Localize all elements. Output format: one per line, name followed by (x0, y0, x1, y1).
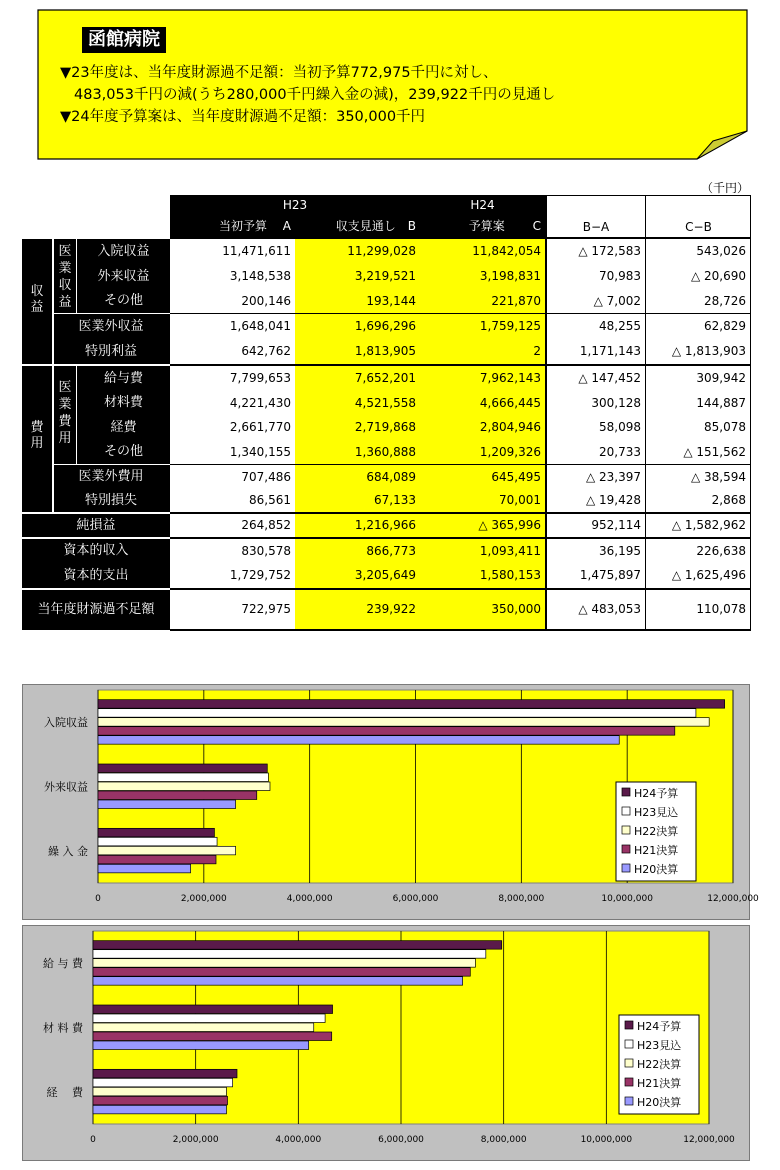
x-tick-label: 0 (95, 894, 101, 904)
header-h23: H23 (170, 195, 420, 215)
bar (98, 837, 217, 846)
legend-label: H24予算 (637, 1020, 682, 1033)
cell-c: 2 (420, 339, 545, 364)
x-tick-label: 6,000,000 (378, 1135, 424, 1145)
cell-b: 2,719,868 (295, 415, 420, 440)
group-expense-label: 費 用 (22, 365, 52, 511)
note-line-3: ▼24年度予算案は、当年度財源過不足額：350,000千円 (60, 109, 426, 125)
legend-swatch (622, 826, 630, 834)
bar (93, 1005, 333, 1014)
bar (98, 791, 257, 800)
cell-c: 7,962,143 (420, 366, 545, 391)
x-tick-label: 0 (90, 1135, 96, 1145)
legend-label: H22決算 (637, 1058, 682, 1071)
cell-ba: 48,255 (547, 314, 645, 339)
cell-cb: 85,078 (646, 415, 750, 440)
bar (93, 1023, 314, 1032)
cell-c: 11,842,054 (420, 239, 545, 264)
cell-a: 830,578 (170, 539, 295, 563)
bar (98, 764, 267, 773)
x-tick-label: 8,000,000 (498, 894, 545, 904)
cell-a: 722,975 (170, 590, 295, 629)
row-label: 資本的収入 (22, 539, 170, 563)
category-label: 入院収益 (44, 716, 88, 730)
header-h24: H24 (420, 195, 545, 215)
unit-label: （千円） (701, 181, 750, 195)
bar (93, 1069, 237, 1078)
cell-c: 4,666,445 (420, 391, 545, 415)
x-tick-label: 10,000,000 (601, 894, 653, 904)
cell-ba: 36,195 (547, 539, 645, 563)
bar (93, 1078, 233, 1087)
cell-c: 70,001 (420, 489, 545, 512)
cell-c: 1,093,411 (420, 539, 545, 563)
header-col-a: 当初予算 A (170, 215, 295, 237)
bar (98, 828, 214, 837)
x-tick-label: 10,000,000 (580, 1135, 633, 1145)
expense-chart-svg (23, 926, 751, 1162)
row-label: 資本的支出 (22, 563, 170, 588)
row-label: 入院収益 (77, 239, 170, 264)
cell-c: 1,759,125 (420, 314, 545, 339)
cell-cb: 226,638 (646, 539, 750, 563)
cell-ba: 300,128 (547, 391, 645, 415)
cell-c: 350,000 (420, 590, 545, 629)
bar (93, 1032, 332, 1041)
cell-ba: △ 172,583 (547, 239, 645, 264)
category-label: 外来収益 (44, 780, 88, 794)
cell-c: △ 365,996 (420, 514, 545, 537)
bar (93, 1105, 226, 1114)
cell-b: 1,696,296 (295, 314, 420, 339)
cell-b: 239,922 (295, 590, 420, 629)
x-tick-label: 12,000,000 (707, 894, 759, 904)
cell-b: 1,216,966 (295, 514, 420, 537)
category-label: 経 費 (46, 1085, 83, 1099)
legend-swatch (622, 845, 630, 853)
cell-cb: 2,868 (646, 489, 750, 512)
bar (98, 736, 619, 745)
bar (98, 864, 191, 873)
legend-label: H23見込 (637, 1039, 682, 1052)
header-col-ba: B−A (582, 220, 610, 234)
x-tick-label: 2,000,000 (180, 894, 227, 904)
cell-cb: △ 151,562 (646, 440, 750, 464)
row-label: 特別利益 (52, 339, 170, 364)
cell-ba: △ 19,428 (547, 489, 645, 512)
cell-b: 4,521,558 (295, 391, 420, 415)
note-line-1: ▼23年度は、当年度財源過不足額：当初予算772,975千円に対し、 (60, 65, 498, 81)
row-label: 当年度財源過不足額 (22, 590, 170, 629)
cell-cb: 144,887 (646, 391, 750, 415)
cell-a: 200,146 (170, 289, 295, 313)
bar (93, 1087, 226, 1096)
cell-b: 11,299,028 (295, 239, 420, 264)
cell-b: 1,813,905 (295, 339, 420, 364)
cell-cb: △ 1,813,903 (646, 339, 750, 364)
category-label: 材 料 費 (43, 1021, 83, 1035)
header-col-cb: C−B (685, 220, 712, 234)
bar (98, 800, 236, 809)
bar (93, 968, 470, 977)
x-tick-label: 2,000,000 (172, 1135, 219, 1145)
cell-a: 642,762 (170, 339, 295, 364)
note-line-2: 483,053千円の減(うち280,000千円繰入金の減)，239,922千円の見通し (74, 87, 556, 103)
cell-cb: △ 1,625,496 (646, 563, 750, 588)
bar (98, 855, 216, 864)
legend-label: H20決算 (634, 863, 679, 876)
x-tick-label: 6,000,000 (392, 894, 439, 904)
cell-a: 3,148,538 (170, 264, 295, 289)
row-label: 医業外収益 (52, 314, 170, 339)
bar (98, 700, 725, 709)
bar (98, 727, 675, 736)
x-tick-label: 4,000,000 (286, 894, 333, 904)
revenue-bar-chart (22, 684, 759, 920)
legend-label: H21決算 (634, 844, 679, 857)
cell-b: 866,773 (295, 539, 420, 563)
cell-b: 3,205,649 (295, 563, 420, 588)
legend-label: H20決算 (637, 1096, 682, 1109)
cell-cb: 28,726 (646, 289, 750, 313)
cell-c: 3,198,831 (420, 264, 545, 289)
bar (98, 709, 696, 718)
cell-ba: △ 483,053 (547, 590, 645, 629)
bar (93, 1041, 309, 1050)
cell-a: 86,561 (170, 489, 295, 512)
row-label: 材料費 (77, 391, 170, 415)
legend-swatch (622, 864, 630, 872)
cell-ba: 58,098 (547, 415, 645, 440)
expense-bar-chart (22, 925, 750, 1161)
cell-b: 684,089 (295, 465, 420, 489)
bar (98, 773, 268, 782)
cell-a: 707,486 (170, 465, 295, 489)
row-label: その他 (77, 440, 170, 464)
legend-label: H21決算 (637, 1077, 682, 1090)
row-label: 特別損失 (52, 489, 170, 512)
row-label: 外来収益 (77, 264, 170, 289)
cell-c: 1,580,153 (420, 563, 545, 588)
bar (93, 941, 502, 950)
bar (98, 718, 709, 727)
sub-medical-expense-label: 医 業 費 用 (54, 365, 76, 464)
cell-c: 645,495 (420, 465, 545, 489)
bar (93, 1014, 325, 1023)
note-title: 函館病院 (82, 27, 166, 53)
category-label: 給 与 費 (43, 957, 83, 971)
row-label: 医業外費用 (52, 465, 170, 489)
bar (98, 782, 270, 791)
group-revenue-label: 収 益 (22, 239, 52, 365)
legend-swatch (625, 1097, 633, 1105)
cell-cb: 62,829 (646, 314, 750, 339)
cell-c: 1,209,326 (420, 440, 545, 464)
legend-label: H23見込 (634, 806, 679, 819)
cell-b: 7,652,201 (295, 366, 420, 391)
legend-swatch (622, 788, 630, 796)
legend-swatch (625, 1021, 633, 1029)
cell-ba: △ 147,452 (547, 366, 645, 391)
cell-ba: 70,983 (547, 264, 645, 289)
x-tick-label: 12,000,000 (683, 1135, 735, 1145)
row-label: その他 (77, 289, 170, 313)
cell-cb: 543,026 (646, 239, 750, 264)
bar (93, 959, 475, 968)
cell-a: 1,340,155 (170, 440, 295, 464)
cell-ba: 1,171,143 (547, 339, 645, 364)
x-tick-label: 4,000,000 (275, 1135, 322, 1145)
cell-b: 3,219,521 (295, 264, 420, 289)
legend-swatch (625, 1059, 633, 1067)
legend-label: H24予算 (634, 787, 679, 800)
cell-a: 2,661,770 (170, 415, 295, 440)
row-label: 純損益 (22, 514, 170, 537)
cell-cb: 110,078 (646, 590, 750, 629)
bar (93, 977, 463, 986)
cell-a: 4,221,430 (170, 391, 295, 415)
row-label: 給与費 (77, 366, 170, 391)
cell-a: 7,799,653 (170, 366, 295, 391)
sub-medical-revenue-label: 医 業 収 益 (54, 239, 76, 314)
cell-cb: 309,942 (646, 366, 750, 391)
cell-cb: △ 20,690 (646, 264, 750, 289)
revenue-chart-svg (23, 685, 759, 921)
cell-c: 2,804,946 (420, 415, 545, 440)
bar (98, 846, 236, 855)
legend-label: H22決算 (634, 825, 679, 838)
cell-b: 67,133 (295, 489, 420, 512)
legend-swatch (625, 1040, 633, 1048)
cell-ba: 1,475,897 (547, 563, 645, 588)
cell-ba: 952,114 (547, 514, 645, 537)
cell-c: 221,870 (420, 289, 545, 313)
legend-swatch (625, 1078, 633, 1086)
cell-ba: △ 23,397 (547, 465, 645, 489)
row-label: 経費 (77, 415, 170, 440)
bar (93, 1096, 227, 1105)
header-col-c: 予算案 C (420, 215, 545, 237)
cell-a: 1,729,752 (170, 563, 295, 588)
x-tick-label: 8,000,000 (480, 1135, 527, 1145)
legend-swatch (622, 807, 630, 815)
cell-b: 193,144 (295, 289, 420, 313)
cell-cb: △ 1,582,962 (646, 514, 750, 537)
bar (93, 950, 486, 959)
cell-ba: △ 7,002 (547, 289, 645, 313)
summary-note (37, 9, 747, 159)
cell-a: 264,852 (170, 514, 295, 537)
category-label: 繰 入 金 (48, 844, 88, 858)
header-col-b: 収支見通し B (295, 215, 420, 237)
cell-b: 1,360,888 (295, 440, 420, 464)
cell-a: 1,648,041 (170, 314, 295, 339)
cell-a: 11,471,611 (170, 239, 295, 264)
cell-cb: △ 38,594 (646, 465, 750, 489)
cell-ba: 20,733 (547, 440, 645, 464)
